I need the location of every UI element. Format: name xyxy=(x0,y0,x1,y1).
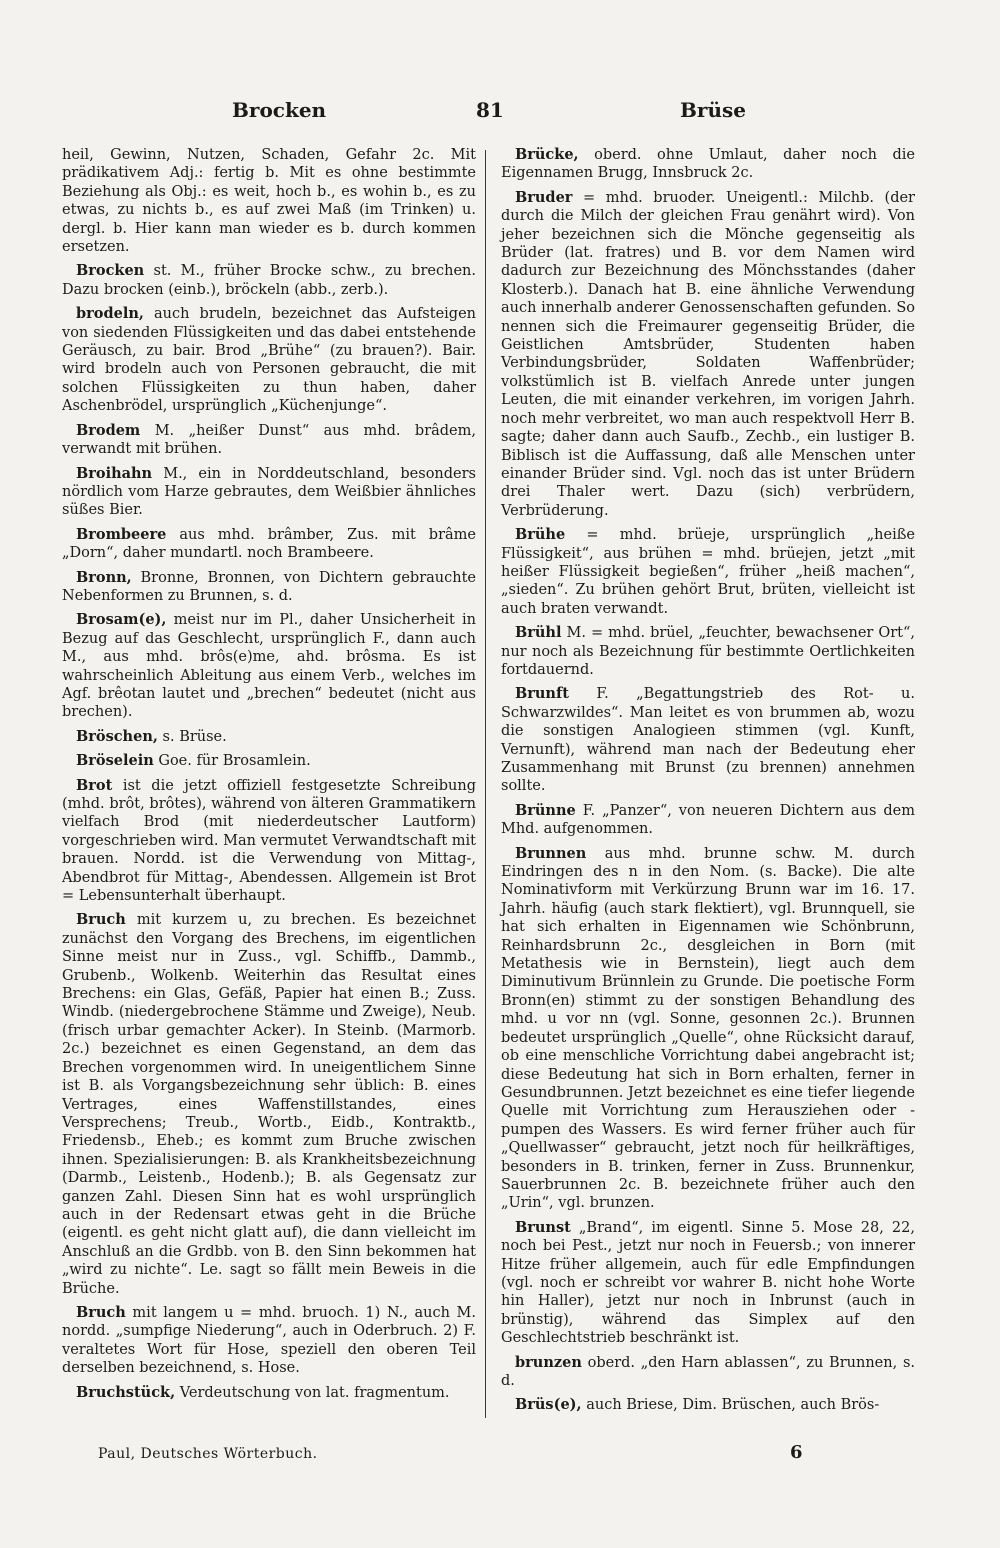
entry-headword: Bronn, xyxy=(76,568,132,586)
entry-text: s. Brüse. xyxy=(157,728,227,745)
entry-text: M. „heißer Dunst“ aus mhd. brâdem, verwandt mit brühen. xyxy=(62,422,476,458)
dictionary-entry xyxy=(501,526,915,618)
entry-headword: Bruch xyxy=(76,1303,126,1321)
entry-headword: Broihahn xyxy=(76,464,153,482)
entry-text: = mhd. bruoder. Uneigentl.: Milchb. (der durch die Milch der gleichen Frau genährt wird). Von jeher bezeichnen sich die Mönche gegenseitig als Brüder (lat. fratres) und B. vor dem Namen wird dadurch zur Bezeichnung des Mönchsstandes (daher Klosterb.). Danach hat B. eine ähnliche Verwendung auch innerhalb anderer Genossenschaften gefunden. So nennen sich die Freimaurer gegenseitig Brüder, die Geistlichen Amtsbrüder, Studenten haben Verbindungsbrüder, Soldaten Waffenbrüder; volkstümlich ist B. vielfach Anrede unter jungen Leuten, die mit einander verkehren, im vorigen Jahrh. noch mehr verbreitet, wo man auch respektvoll Herr B. sagte; daher dann auch Saufb., Zechb., ein lustiger B. Biblisch ist die Auffassung, daß alle Menschen unter einander Brüder sind. Vgl. noch das ist unter Brüdern drei Thaler wert. Dazu (sich) verbrüdern, Verbrüderung. xyxy=(501,189,915,519)
dictionary-entry xyxy=(501,189,915,520)
dictionary-entry xyxy=(501,146,915,183)
left-column xyxy=(62,146,476,1408)
dictionary-entry xyxy=(501,845,915,1213)
page-footer xyxy=(0,1442,1000,1472)
dictionary-entry xyxy=(62,777,476,906)
entry-text: Verdeutschung von lat. fragmentum. xyxy=(175,1384,450,1401)
dictionary-entry xyxy=(501,1396,915,1414)
page-number: 81 xyxy=(476,98,504,122)
entry-headword: Brunft xyxy=(515,685,569,703)
entry-text: Bronne, Bronnen, von Dichtern gebrauchte Nebenformen zu Brunnen, s. d. xyxy=(62,569,476,604)
dictionary-entry xyxy=(501,685,915,795)
dictionary-entry xyxy=(62,611,476,721)
entry-text: heil, Gewinn, Nutzen, Schaden, Gefahr 2c. Mit prädikativem Adj.: fertig b. Mit es ohne bestimmte Beziehung als Obj.: es weit, hoch b., es wohin b., es zu etwas, zu nichts b., es auf zwei Maß (im Trinken) u. dergl. b. Hier kann man wieder es b. durch kommen ersetzen. xyxy=(62,147,476,256)
dictionary-entry xyxy=(62,526,476,563)
entry-headword: Brühe xyxy=(515,526,566,544)
entry-text: st. M., früher Brocke schw., zu brechen. Dazu brocken (einb.), bröckeln (abb., zerb.). xyxy=(62,263,476,298)
entry-text: „Brand“, im eigentl. Sinne 5. Mose 28, 22, noch bei Pest., jetzt nur noch in Feuersb.; von innerer Hitze früher allgemein, auch für edle Empfindungen (vgl. noch er schreibt vor wahrer B. nicht hohe Worte hin Haller), jetzt nur noch in Inbrunst (auch in brünstig), während das Simplex auf den Geschlechtstrieb beschränkt ist. xyxy=(501,1219,915,1347)
entry-text: F. „Panzer“, von neueren Dichtern aus dem Mhd. aufgenommen. xyxy=(501,802,915,838)
entry-text: mit langem u = mhd. bruoch. 1) N., auch M. nordd. „sumpfige Niederung“, auch in Oderbruch. 2) F. veraltetes Wort für Hose, speziell den oberen Teil derselben bezeichnend, s. Hose. xyxy=(62,1304,476,1377)
entry-headword: Bröschen, xyxy=(76,727,158,745)
entry-text: F. „Begattungstrieb des Rot- u. Schwarzwildes“. Man leitet es von brummen ab, wozu die sonstigen Analogieen stimmen (vgl. Kunft, Vernunft), während man nach der Bedeutung eher Zusammenhang mit Brunst (zu brennen) annehmen sollte. xyxy=(501,686,915,795)
dictionary-entry xyxy=(62,422,476,459)
entry-headword: Bruchstück, xyxy=(76,1383,176,1401)
imprint-line: Paul, Deutsches Wörterbuch. xyxy=(98,1446,318,1462)
header-left-word: Brocken xyxy=(232,98,327,122)
entry-headword: Brüs(e), xyxy=(515,1396,582,1414)
header-right-word: Brüse xyxy=(680,98,746,122)
dictionary-entry xyxy=(62,1384,476,1402)
entry-headword: Brocken xyxy=(76,262,145,280)
dictionary-entry xyxy=(62,911,476,1298)
entry-headword: Bruch xyxy=(76,911,126,929)
entry-headword: Brunst xyxy=(515,1218,571,1236)
right-column xyxy=(501,146,915,1421)
dictionary-entry xyxy=(62,569,476,606)
entry-text: = mhd. brüeje, ursprünglich „heiße Flüssigkeit“, aus brühen = mhd. brüejen, jetzt „mit heißer Flüssigkeit begießen“, früher „heiß machen“, „sieden“. Zu brühen gehört Brut, brüten, vielleicht ist auch braten verwandt. xyxy=(501,527,915,617)
entry-headword: Brombeere xyxy=(76,525,167,543)
entry-text: auch brudeln, bezeichnet das Aufsteigen von siedenden Flüssigkeiten und das dabei entstehende Geräusch, zu bair. Brod „Brühe“ (zu brauen?). Bair. wird brodeln auch von Personen gebraucht, die mit solchen Flüssigkeiten zu thun haben, daher Aschenbrödel, ursprünglich „Küchenjunge“. xyxy=(62,306,476,415)
dictionary-entry xyxy=(501,1219,915,1348)
entry-text: aus mhd. brunne schw. M. durch Eindringen des n in den Nom. (s. Backe). Die alte Nominativform mit Verkürzung Brunn war im 16. 17. Jahrh. häufig (auch stark flektiert), vgl. Brunnquell, sie hat sich erhalten in Eigennamen wie Schönbrunn, Reinhardsbrunn 2c., desgleichen in Born (mit Metathesis wie in Bernstein), liegt auch dem Diminutivum Brünnlein zu Grunde. Die poetische Form Bronn(en) stimmt zu der sonstigen Behandlung des mhd. u vor nn (vgl. Sonne, gesonnen 2c.). Brunnen bedeutet ursprünglich „Quelle“, ohne Rücksicht darauf, ob eine menschliche Vorrichtung dabei angebracht ist; diese Bedeutung hat sich in Born erhalten, ferner in Gesundbrunnen. Jetzt bezeichnet es eine tiefer liegende Quelle mit Vorrichtung zum Herausziehen oder -pumpen des Wassers. Es wird ferner früher auch für „Quellwasser“ gebraucht, jetzt noch für heilkräftiges, besonders in B. trinken, ferner in Zuss. Brunnenkur, Sauerbrunnen 2c. B. bezeichnete früher auch den „Urin“, vgl. brunzen. xyxy=(501,845,915,1212)
entry-headword: Brot xyxy=(76,776,113,794)
dictionary-entry xyxy=(62,146,476,256)
entry-headword: Brücke, xyxy=(515,146,579,163)
entry-text: mit kurzem u, zu brechen. Es bezeichnet zunächst den Vorgang des Brechens, im eigentlichen Sinne meist nur in Zuss., vgl. Schiffb., Dammb., Grubenb., Wolkenb. Weiterhin das Resultat eines Brechens: ein Glas, Gefäß, Papier hat einen B.; Zuss. Windb. (niedergebrochene Stämme und Zweige), Neub. (frisch urbar gemachter Acker). In Steinb. (Marmorb. 2c.) bezeichnet es einen Gegenstand, an dem das Brechen vorgenommen wird. In uneigentlichem Sinne ist B. als Vorgangsbezeichnung sehr üblich: B. eines Vertrages, eines Waffenstillstandes, eines Versprechens; Treub., Wortb., Eidb., Kontraktb., Friedensb., Eheb.; es kommt zum Bruche zwischen ihnen. Spezialisierungen: B. als Krankheitsbezeichnung (Darmb., Leistenb., Hodenb.); B. als Gegensatz zur ganzen Zahl. Diesen Sinn hat es wohl ursprünglich auch in der Redensart etwas geht in die Brüche (eigentl. es geht nicht glatt auf), die dann vielleicht im Anschluß an die Grdbb. von B. den Sinn bekommen hat „wird zu nichte“. Le. sagt so fällt mein Beweis in die Brüche. xyxy=(62,912,476,1297)
dictionary-entry xyxy=(501,802,915,839)
entry-text: aus mhd. brâmber, Zus. mit brâme „Dorn“, daher mundartl. noch Brambeere. xyxy=(62,526,476,562)
entry-headword: Brosam(e), xyxy=(76,611,167,629)
dictionary-entry xyxy=(62,465,476,520)
dictionary-entry xyxy=(62,262,476,299)
entry-headword: brodeln, xyxy=(76,305,144,323)
entry-text: oberd. „den Harn ablassen“, zu Brunnen, s. d. xyxy=(501,1354,915,1389)
entry-headword: brunzen xyxy=(515,1353,582,1371)
entry-text: M. = mhd. brüel, „feuchter, bewachsener Ort“, nur noch als Bezeichnung für bestimmte Oertlichkeiten fortdauernd. xyxy=(501,625,915,678)
dictionary-entry xyxy=(62,305,476,415)
entry-text: auch Briese, Dim. Brüschen, auch Brös- xyxy=(581,1397,880,1414)
entry-headword: Brünne xyxy=(515,801,576,819)
entry-text: M., ein in Norddeutschland, besonders nördlich vom Harze gebrautes, dem Weißbier ähnliches süßes Bier. xyxy=(62,465,476,519)
entry-headword: Brunnen xyxy=(515,844,587,862)
column-divider xyxy=(485,150,486,1418)
entry-text: meist nur im Pl., daher Unsicherheit in Bezug auf das Geschlecht, ursprünglich F., dann auch M., aus mhd. brôs(e)me, ahd. brôsma. Es ist wahrscheinlich Ableitung aus einem Verb., welches im Agf. brêotan lautet und „brechen“ bedeutet (nicht aus brechen). xyxy=(62,612,476,721)
signature-mark: 6 xyxy=(790,1442,803,1463)
dictionary-entry xyxy=(62,1304,476,1378)
entry-text: ist die jetzt offiziell festgesetzte Schreibung (mhd. brôt, brôtes), während von älteren Grammatikern vielfach Brod (mit niederdeutscher Lautform) vorgeschrieben wird. Man vermutet Verwandtschaft mit brauen. Nordd. ist die Verwendung von Mittag-, Abendbrot für Mittag-, Abendessen. Allgemein ist Brot = Lebensunterhalt überhaupt. xyxy=(62,777,476,905)
dictionary-entry xyxy=(501,1354,915,1391)
dictionary-entry xyxy=(62,752,476,770)
entry-text: Goe. für Brosamlein. xyxy=(153,753,311,770)
dictionary-entry xyxy=(501,624,915,679)
entry-text: oberd. ohne Umlaut, daher noch die Eigennamen Brugg, Innsbruck 2c. xyxy=(501,147,915,182)
entry-headword: Brühl xyxy=(515,624,562,642)
dictionary-entry xyxy=(62,728,476,746)
running-head xyxy=(0,98,1000,128)
entry-headword: Bruder xyxy=(515,188,573,206)
entry-headword: Brodem xyxy=(76,421,141,439)
entry-headword: Bröselein xyxy=(76,752,154,770)
